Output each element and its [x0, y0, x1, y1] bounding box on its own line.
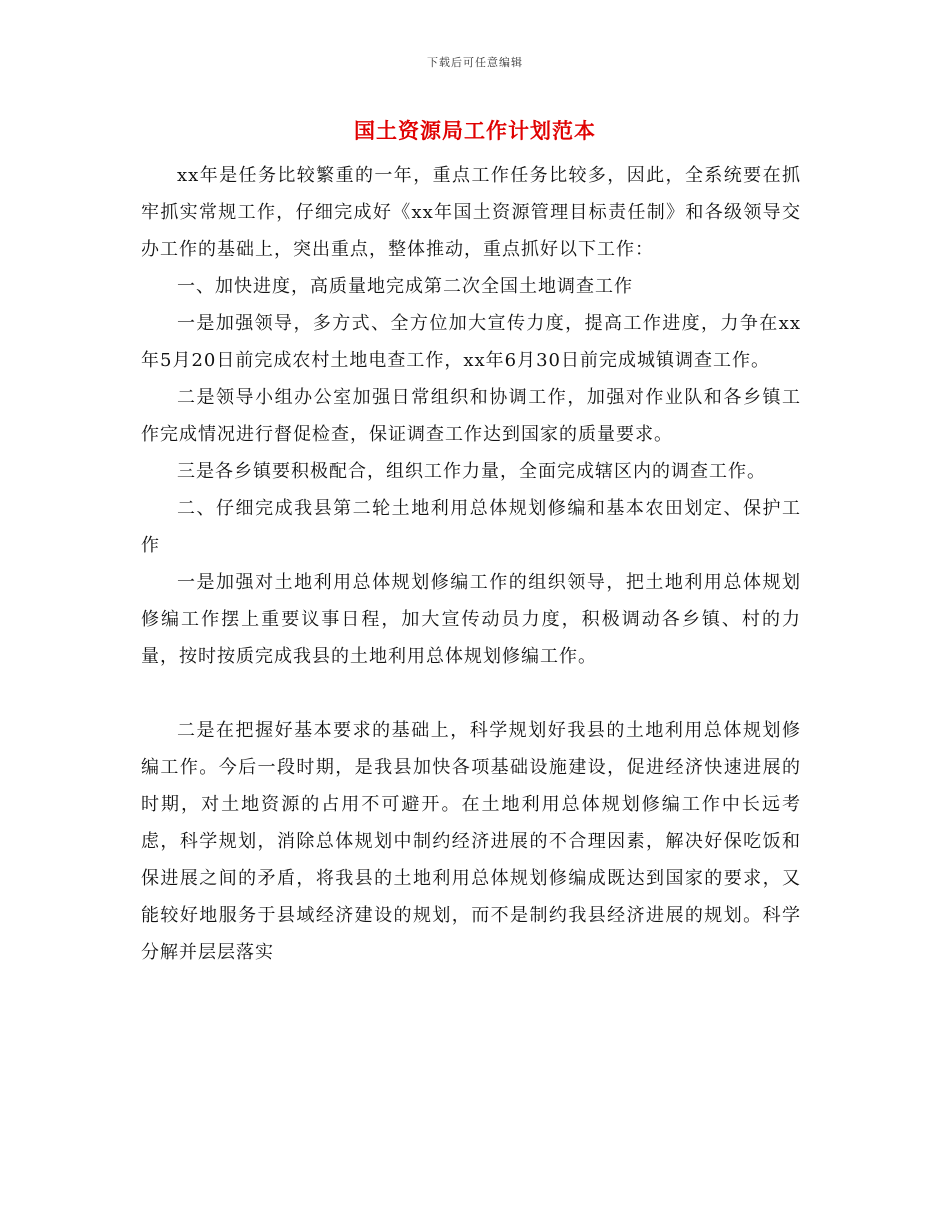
paragraph: 一是加强领导，多方式、全方位加大宣传力度，提高工作进度，力争在xx年5月20日前完成农村土地电查工作，xx年6月30日前完成城镇调查工作。 — [141, 313, 801, 371]
paragraph: 二是在把握好基本要求的基础上，科学规划好我县的土地利用总体规划修编工作。今后一段时期，是我县加快各项基础设施建设，促进经济快速进展的时期，对土地资源的占用不可避开。在土地利用总体规划修编工作中长远考虑，科学规划，消除总体规划中制约经济进展的不合理因素，解决好保吃饭和保进展之间的矛盾，将我县的土地利用总体规划修编成既达到国家的要求，又能较好地服务于县域经济建设的规划，而不是制约我县经济进展的规划。科学分解并层层落实 — [141, 720, 801, 963]
paragraph: 一是加强对土地利用总体规划修编工作的组织领导，把土地利用总体规划修编工作摆上重要议事日程，加大宣传动员力度，积极调动各乡镇、村的力量，按时按质完成我县的土地利用总体规划修编工作。 — [141, 572, 801, 667]
header-note: 下载后可任意编辑 — [427, 56, 523, 69]
paragraph-intro: xx年是任务比较繁重的一年，重点工作任务比较多，因此，全系统要在抓牢抓实常规工作，仔细完成好《xx年国土资源管理目标责任制》和各级领导交办工作的基础上，突出重点，整体推动，重点抓好以下工作： — [141, 165, 801, 260]
document-body — [141, 157, 801, 971]
paragraph: 三是各乡镇要积极配合，组织工作力量，全面完成辖区内的调查工作。 — [177, 461, 766, 482]
paragraph: 二是领导小组办公室加强日常组织和协调工作，加强对作业队和各乡镇工作完成情况进行督促检查，保证调查工作达到国家的质量要求。 — [141, 387, 801, 445]
section-heading-2: 二、仔细完成我县第二轮土地利用总体规划修编和基本农田划定、保护工作 — [141, 498, 801, 556]
paragraph-spacer — [141, 675, 801, 712]
section-heading-1: 一、加快进度，高质量地完成第二次全国土地调查工作 — [177, 276, 633, 297]
document-title: 国土资源局工作计划范本 — [354, 118, 596, 143]
